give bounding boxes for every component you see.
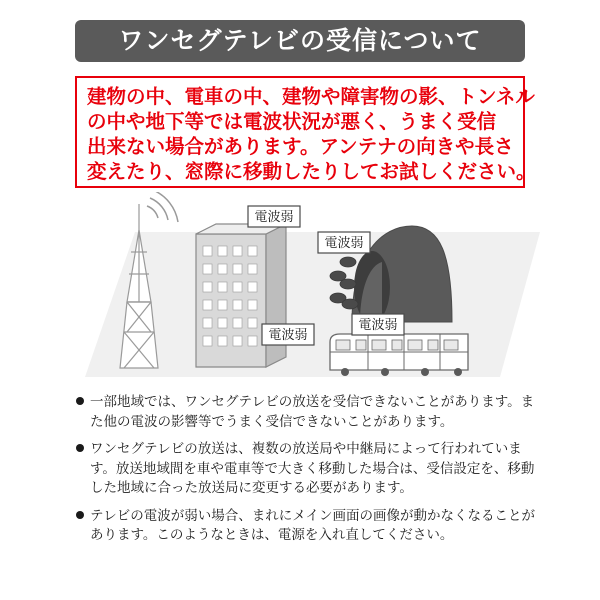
label-train-weak-text: 電波弱 (358, 317, 398, 332)
list-item (76, 392, 546, 431)
page-title: ワンセグテレビの受信について (118, 26, 482, 55)
tower-radio-waves (147, 192, 178, 222)
note-text: ワンセグテレビの放送は、複数の放送局や中継局によって行われています。放送地域間を車や電車等で大きく移動した場合は、受信設定を、移動した地域に合った放送局に変更する必要があります。 (90, 441, 535, 495)
warning-line-2: の中や地下等では電波状況が悪く、うまく受信 (87, 111, 497, 133)
label-tunnel-weak (318, 232, 370, 253)
list-item (76, 506, 546, 545)
page-title-banner (75, 20, 525, 62)
label-tower-weak (248, 206, 300, 227)
train (330, 334, 468, 376)
note-text: 一部地域では、ワンセグテレビの放送を受信できないことがあります。また他の電波の影響等でうまく受信できないことがあります。 (90, 394, 535, 429)
warning-line-4: 変えたり、窓際に移動したりしてお試しください。 (87, 161, 536, 183)
label-building-weak (262, 324, 314, 345)
label-tunnel-weak-text: 電波弱 (324, 235, 364, 250)
bullet-dot-icon (76, 397, 84, 405)
bullet-dot-icon (76, 444, 84, 452)
notes-list (76, 392, 546, 553)
reception-illustration (0, 192, 600, 387)
warning-line-1: 建物の中、電車の中、建物や障害物の影、トンネル (87, 86, 535, 108)
bullet-dot-icon (76, 511, 84, 519)
warning-box (75, 76, 536, 188)
list-item (76, 439, 546, 498)
label-tower-weak-text: 電波弱 (254, 209, 294, 224)
label-train-weak (352, 314, 404, 335)
warning-line-3: 出来ない場合があります。アンテナの向きや長さ (87, 136, 514, 158)
label-building-weak-text: 電波弱 (268, 327, 308, 342)
note-text: テレビの電波が弱い場合、まれにメイン画面の画像が動かなくなることがあります。このようなときは、電源を入れ直してください。 (90, 507, 535, 542)
